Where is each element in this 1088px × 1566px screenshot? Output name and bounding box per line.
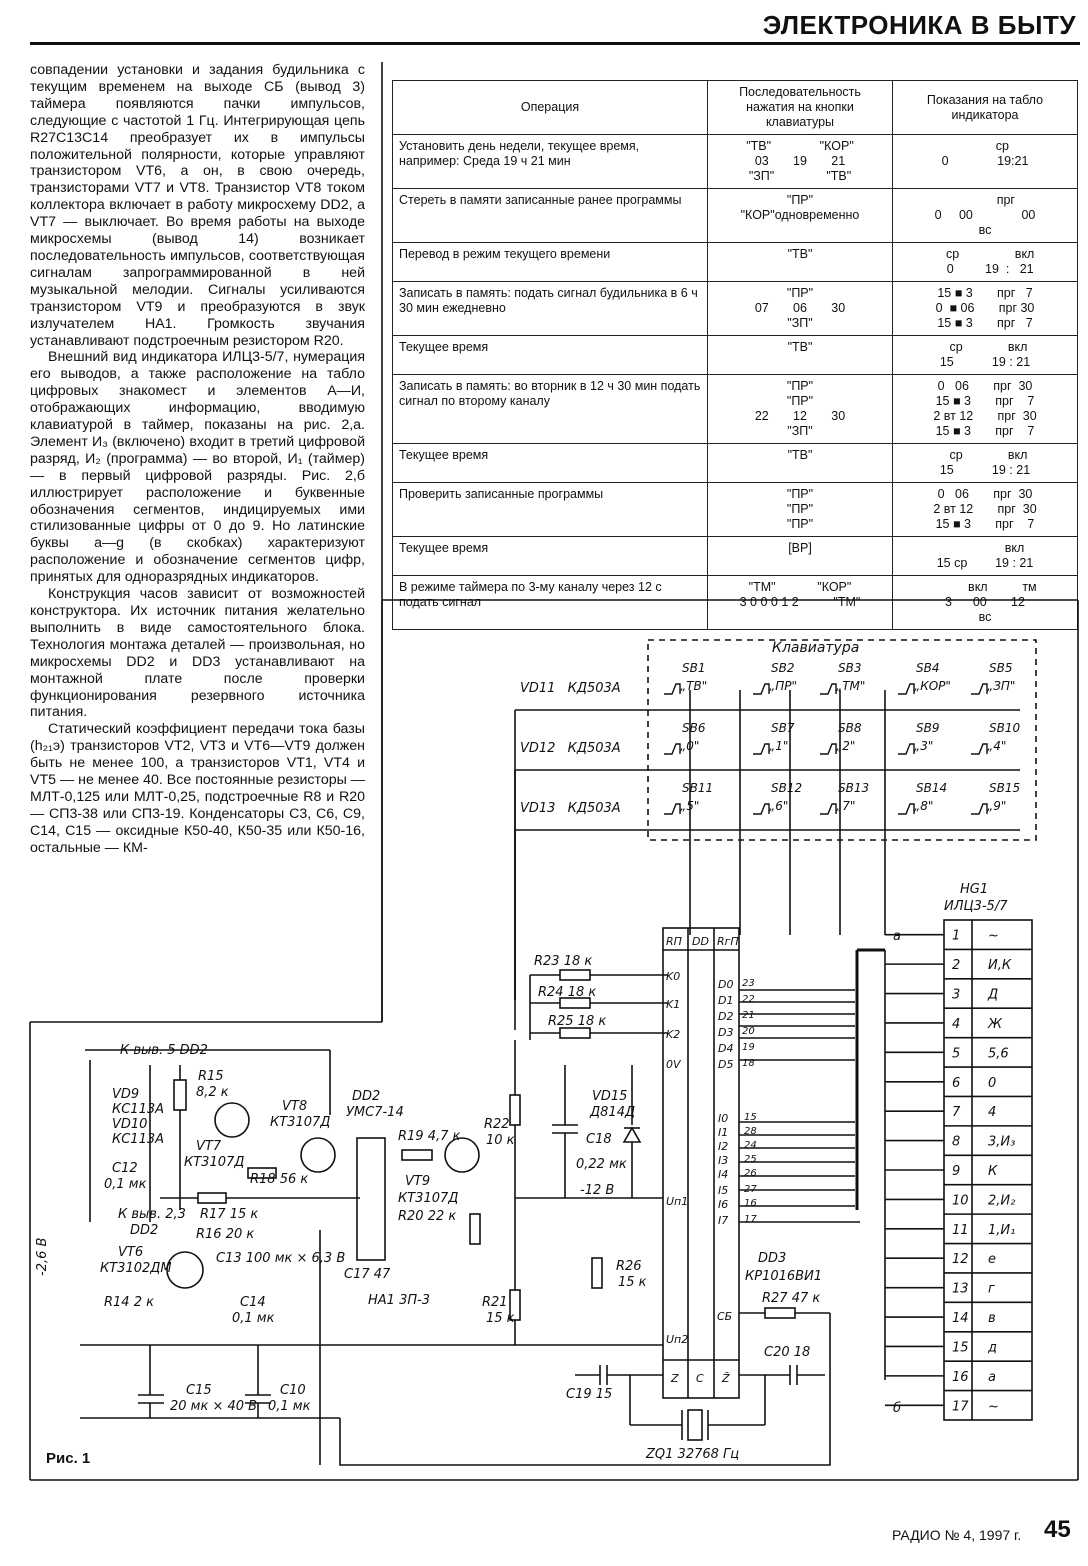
label-vt8-type: КТ3107Д — [270, 1115, 331, 1130]
dd3-rgp: RгП — [717, 935, 739, 948]
hg1-pin-number: 6 — [952, 1075, 961, 1091]
journal-footer: РАДИО № 4, 1997 г. — [892, 1527, 1022, 1543]
key-id: SB9 — [916, 721, 940, 735]
hg1-pin-number: 16 — [952, 1369, 969, 1385]
hg1-pin-segment: Ж — [988, 1016, 1003, 1032]
dd3-i-pin: I0 — [718, 1112, 729, 1125]
key-switch-icon — [898, 744, 914, 754]
label-dd2: DD2 — [352, 1089, 381, 1104]
label-ha1: HA1 3П-3 — [368, 1293, 431, 1308]
dd3-u2: Uп2 — [666, 1333, 689, 1346]
label-r22: R22 — [484, 1117, 510, 1132]
label-c18: C18 — [586, 1132, 612, 1147]
hg1-pin-segment: г — [988, 1281, 995, 1297]
dd3-d-pin: D5 — [718, 1058, 734, 1071]
dd3-i-pin: I5 — [718, 1184, 729, 1197]
cell-operation: Записать в память: во вторник в 12 ч 30 мин подать сигнал по второму каналу — [393, 375, 708, 444]
label-vt6: VT6 — [118, 1245, 144, 1260]
dd3-i-pin: I4 — [718, 1168, 729, 1181]
label-c18-value: 0,22 мк — [576, 1157, 627, 1172]
paragraph: Статический коэффициент передачи тока базы (h₂₁э) транзисторов VT2, VT3 и VT6—VT9 должен быть не менее 100, а транзисторов VT1, VT4 и VT5 — не менее 40. Все постоянные резисторы — МЛТ-0,125 или МЛТ-0,25, подстроечные R8 и R20 — СП3-38 или СП3-19. Конденсаторы С3, С6, С9, С14, С15 — оксидные К50-40, К50-35 или К50-16, остальные — КМ- — [30, 721, 365, 856]
cell-keys: "ПР" 07 06 30 "ЗП" — [708, 282, 893, 336]
hg1-pin-segment: в — [988, 1311, 996, 1327]
dd3-i-num: 27 — [744, 1184, 757, 1195]
label-minus2-6v: -2,6 В — [35, 1237, 50, 1276]
label-c19: C19 15 — [566, 1387, 613, 1402]
hg1-pin-segment: 2,И₂ — [988, 1193, 1016, 1209]
hg1-pin-number: 5 — [952, 1046, 961, 1062]
dd3-d-pin: D1 — [718, 994, 734, 1007]
cell-display: ср вкл 0 19 : 21 — [893, 243, 1078, 282]
label-vt7: VT7 — [196, 1139, 222, 1154]
hg1-pin-segment: а — [988, 1369, 996, 1385]
key-id: SB5 — [989, 661, 1013, 675]
key-switch-icon — [820, 684, 836, 694]
hg1-pin-number: 13 — [952, 1281, 969, 1297]
cell-operation: Проверить записанные программы — [393, 483, 708, 537]
header-keys: Последовательность нажатия на кнопки клавиатуры — [708, 81, 893, 135]
label-vt7-type: КТ3107Д — [184, 1155, 245, 1170]
label-r26-value: 15 к — [618, 1275, 647, 1290]
key-label: „ПР" — [769, 679, 797, 693]
cell-display: ср вкл 15 19 : 21 — [893, 336, 1078, 375]
label-r22-value: 10 к — [486, 1133, 515, 1148]
label-kc113a-1: КС113А — [112, 1102, 165, 1117]
label-r17: R17 15 к — [200, 1207, 259, 1222]
label-dd2-small: DD2 — [130, 1223, 159, 1238]
key-id: SB3 — [838, 661, 862, 675]
arrow-b: б — [893, 1401, 902, 1416]
key-id: SB6 — [682, 721, 706, 735]
label-c14-value: 0,1 мк — [232, 1311, 275, 1326]
key-id: SB7 — [771, 721, 795, 735]
hg1-pin-number: 10 — [952, 1193, 969, 1209]
paragraph: Внешний вид индикатора ИЛЦ3-5/7, нумерация его выводов, а также расположение на табло цифровых знакомест и элементов А—И, отображающих информацию, вводимую клавиатурой в таймер, показаны на рис. 2,а. Элемент И₃ (включено) входит в третий цифровой разряд, И₂ (программа) — во второй, И₁ (таймер) — в первый цифровой разряды. Рис. 2,б иллюстрирует расположение и буквенные обозначения сегментов, индицируемых ими стилизованные цифры от 0 до 9. Но латинские буквы a—g (в скобках) характеризуют расположение и обозначение сегментов цифр, принятых для одноразрядных индикаторов. — [30, 349, 365, 586]
label-vt9-type: КТ3107Д — [398, 1191, 459, 1206]
label-c17: C17 47 — [344, 1267, 391, 1282]
cell-display: вкл тм 3 00 12 вс — [893, 576, 1078, 630]
key-switch-icon — [820, 744, 836, 754]
dd3-d-num: 19 — [742, 1042, 755, 1053]
dd3-i-num: 25 — [744, 1154, 757, 1165]
figure-caption: Рис. 1 — [46, 1450, 91, 1467]
dd3-u1: Uп1 — [666, 1195, 689, 1208]
hg1-pin-segment: е — [988, 1252, 996, 1268]
label-c12: C12 — [112, 1161, 138, 1176]
dd3-d-num: 20 — [742, 1026, 755, 1037]
label-r24: R24 18 к — [538, 985, 597, 1000]
hg1-pin-number: 3 — [952, 987, 961, 1003]
label-c10-value: 0,1 мк — [268, 1399, 311, 1414]
key-label: „7" — [836, 799, 856, 813]
key-switch-icon — [753, 804, 769, 814]
key-id: SB15 — [989, 781, 1021, 795]
hg1-pin-segment: 3,И₃ — [988, 1134, 1016, 1150]
key-id: SB2 — [771, 661, 795, 675]
label-vd15-type: Д814Д — [590, 1105, 636, 1120]
hg1-pin-segment: ~ — [988, 928, 999, 944]
label-r16: R16 20 к — [196, 1227, 255, 1242]
label-vd11: VD11 КД503А — [520, 681, 621, 696]
cell-operation: Перевод в режим текущего времени — [393, 243, 708, 282]
label-k-vyv5: К выв. 5 DD2 — [120, 1043, 208, 1058]
cell-keys: "ТВ" "КОР" 03 19 21 "ЗП" "ТВ" — [708, 135, 893, 189]
key-label: „4" — [987, 739, 1007, 753]
dd3-id: DD3 — [758, 1251, 787, 1266]
hg1-pin-segment: Д — [988, 987, 999, 1003]
label-c10: C10 — [280, 1383, 306, 1398]
label-r23: R23 18 к — [534, 954, 593, 969]
cell-display: 15 ■ 3 прг 7 0 ■ 06 прг 30 15 ■ 3 прг 7 — [893, 282, 1078, 336]
cell-operation: В режиме таймера по 3-му каналу через 12 с подать сигнал — [393, 576, 708, 630]
cell-keys: "ТМ" "КОР" 3 0 0 0 1 2 "ТМ" — [708, 576, 893, 630]
label-r15-value: 8,2 к — [196, 1085, 229, 1100]
key-id: SB1 — [682, 661, 706, 675]
label-c15: C15 — [186, 1383, 212, 1398]
hg1-pin-segment: 0 — [988, 1075, 997, 1091]
key-switch-icon — [971, 744, 987, 754]
section-title: ЭЛЕКТРОНИКА В БЫТУ — [762, 10, 1076, 40]
hg1-pin-segment: 4 — [988, 1105, 997, 1121]
key-label: „1" — [769, 739, 789, 753]
cell-keys: "ПР" "КОР"одновременно — [708, 189, 893, 243]
key-label: „6" — [769, 799, 789, 813]
label-kc113a-2: КС113А — [112, 1132, 165, 1147]
hg1-pin-segment: К — [988, 1164, 998, 1179]
dd3-i-num: 24 — [744, 1140, 757, 1151]
label-zq1: ZQ1 32768 Гц — [646, 1447, 740, 1462]
key-id: SB4 — [916, 661, 940, 675]
dd3-rp: RП — [666, 935, 682, 948]
dd3-d-pin: D0 — [718, 978, 734, 991]
key-switch-icon — [753, 684, 769, 694]
dd3-i-num: 16 — [744, 1198, 757, 1209]
cell-operation: Текущее время — [393, 444, 708, 483]
label-vd9: VD9 — [112, 1087, 140, 1102]
dd3-k-pin: K0 — [666, 970, 681, 983]
key-switch-icon — [753, 744, 769, 754]
hg1-pin-number: 2 — [952, 958, 961, 974]
hg1-pin-number: 7 — [952, 1105, 961, 1121]
key-switch-icon — [898, 684, 914, 694]
key-id: SB8 — [838, 721, 862, 735]
dd3-k-pin: 0V — [666, 1058, 681, 1071]
label-r27: R27 47 к — [762, 1291, 821, 1306]
dd3-cb: СБ — [717, 1310, 733, 1323]
label-r15: R15 — [198, 1069, 224, 1084]
hg1-pin-segment: И,К — [988, 958, 1012, 974]
key-label: „КОР" — [914, 679, 951, 693]
label-r18: R18 56 к — [250, 1172, 309, 1187]
dd3-k-pin: K1 — [666, 998, 681, 1011]
cell-keys: "ТВ" — [708, 243, 893, 282]
key-label: „5" — [680, 799, 700, 813]
label-c14: C14 — [240, 1295, 266, 1310]
dd3-d-num: 21 — [742, 1010, 755, 1021]
key-id: SB14 — [916, 781, 948, 795]
label-vd15: VD15 — [592, 1089, 628, 1104]
cell-display: 0 06 прг 30 2 вт 12 прг 30 15 ■ 3 прг 7 — [893, 483, 1078, 537]
dd3-i-pin: I3 — [718, 1154, 729, 1167]
dd3-d-num: 18 — [742, 1058, 755, 1069]
key-label: „ТВ" — [680, 679, 708, 693]
dd3-d-num: 23 — [742, 978, 755, 989]
cell-display: 0 06 прг 30 15 ■ 3 прг 7 2 вт 12 прг 30 15 ■ 3 прг 7 — [893, 375, 1078, 444]
hg1-pin-segment: 5,6 — [988, 1046, 1009, 1062]
label-dd2-type: УМС7-14 — [346, 1105, 404, 1120]
dd3-i-pin: I6 — [718, 1198, 729, 1211]
cell-display: прг 0 00 00 вс — [893, 189, 1078, 243]
paragraph: совпадении установки и задания будильника с текущим временем на выходе СБ (вывод 3) таймера появляются пачки импульсов, следующие с частотой 1 Гц. Интегрирующая цепь R27C13C14 преобразует их в импульсы положительной полярности, которые управляют транзистором VT6, а он, в свою очередь, транзисторами VT7 и VT8. Транзистор VT8 током коллектора включает в работу микросхему DD2, а VT7 — выключает. Во время работы на выходе микросхемы (вывод 14) возникает последовательность импульсов, соответствующая сигналам запрограммированной в ней музыкальной мелодии. Сигналы усиливаются транзистором VT9 и преобразуются в звук излучателем НА1. Громкость звучания устанавливают подстроечным резистором R20. — [30, 62, 365, 349]
dd3-i-num: 26 — [744, 1168, 757, 1179]
dd3-z: Z — [671, 1372, 679, 1385]
hg1-pin-number: 15 — [952, 1340, 969, 1356]
dd3-d-pin: D2 — [718, 1010, 734, 1023]
cell-display: вкл 15 ср 19 : 21 — [893, 537, 1078, 576]
label-vt8: VT8 — [282, 1099, 308, 1114]
dd3-i-num: 15 — [744, 1112, 757, 1123]
cell-display: ср вкл 15 19 : 21 — [893, 444, 1078, 483]
dd3-dd: DD — [692, 935, 709, 948]
hg1-id: HG1 — [960, 882, 989, 897]
key-switch-icon — [664, 684, 680, 694]
label-c20: C20 18 — [764, 1345, 811, 1360]
header-display: Показания на табло индикатора — [893, 81, 1078, 135]
hg1-pin-segment: д — [988, 1340, 997, 1356]
dd3-d-pin: D4 — [718, 1042, 734, 1055]
key-id: SB10 — [989, 721, 1021, 735]
label-vd13: VD13 КД503А — [520, 801, 621, 816]
label-vd10: VD10 — [112, 1117, 148, 1132]
key-label: „ЗП" — [987, 679, 1016, 693]
label-r21: R21 — [482, 1295, 508, 1310]
label-c15-value: 20 мк × 40 В — [170, 1399, 258, 1414]
label-vt9: VT9 — [405, 1174, 431, 1189]
key-id: SB11 — [682, 781, 714, 795]
label-vd12: VD12 КД503А — [520, 741, 621, 756]
dd3-i-pin: I2 — [718, 1140, 729, 1153]
label-k-vyv2: К выв. 2,3 — [118, 1207, 186, 1222]
key-label: „0" — [680, 739, 700, 753]
key-switch-icon — [664, 804, 680, 814]
cell-keys: "ПР" "ПР" "ПР" — [708, 483, 893, 537]
dd3-k-pin: K2 — [666, 1028, 681, 1041]
cell-keys: "ПР" "ПР" 22 12 30 "ЗП" — [708, 375, 893, 444]
label-c13: C13 100 мк × 6,3 В — [216, 1251, 346, 1266]
hg1-pin-number: 11 — [952, 1222, 969, 1238]
cell-operation: Текущее время — [393, 537, 708, 576]
hg1-pin-segment: ~ — [988, 1399, 999, 1415]
cell-keys: "ТВ" — [708, 444, 893, 483]
key-label: „ТМ" — [836, 679, 866, 693]
cell-operation: Стереть в памяти записанные ранее программы — [393, 189, 708, 243]
dd3-type: КР1016ВИ1 — [745, 1269, 823, 1284]
hg1-pin-number: 4 — [952, 1016, 961, 1032]
cell-operation: Текущее время — [393, 336, 708, 375]
key-label: „3" — [914, 739, 934, 753]
hg1-pin-number: 12 — [952, 1252, 969, 1268]
hg1-pin-number: 14 — [952, 1311, 969, 1327]
cell-operation: Записать в память: подать сигнал будильника в 6 ч 30 мин ежедневно — [393, 282, 708, 336]
cell-display: ср 0 19:21 — [893, 135, 1078, 189]
paragraph: Конструкция часов зависит от возможностей конструктора. Их источник питания желательно выполнить в виде самостоятельного блока. Технология монтажа деталей — произвольная, но микросхемы DD2 и DD3 устанавливают на монтажной плате после проверки функционирования резервного источника питания. — [30, 586, 365, 721]
key-switch-icon — [820, 804, 836, 814]
hg1-pin-number: 8 — [952, 1134, 961, 1150]
key-label: „9" — [987, 799, 1007, 813]
dd3-i-num: 17 — [744, 1214, 757, 1225]
hg1-pin-number: 1 — [952, 928, 961, 944]
cell-operation: Установить день недели, текущее время, например: Среда 19 ч 21 мин — [393, 135, 708, 189]
cell-keys: "ТВ" — [708, 336, 893, 375]
hg1-pin-segment: 1,И₁ — [988, 1222, 1016, 1238]
label-r21-value: 15 к — [486, 1311, 515, 1326]
header-operation: Операция — [393, 81, 708, 135]
dd3-i-pin: I1 — [718, 1126, 729, 1139]
label-r14: R14 2 к — [104, 1295, 154, 1310]
label-r20: R20 22 к — [398, 1209, 457, 1224]
hg1-type: ИЛЦ3-5/7 — [944, 899, 1008, 914]
label-c12-value: 0,1 мк — [104, 1177, 147, 1192]
label-r25: R25 18 к — [548, 1014, 607, 1029]
label-r19: R19 4,7 к — [398, 1129, 461, 1144]
page-number: 45 — [1044, 1516, 1071, 1543]
dd3-i-pin: I7 — [718, 1214, 729, 1227]
key-switch-icon — [971, 684, 987, 694]
hg1-pin-number: 9 — [952, 1164, 961, 1179]
keyboard-title: Клавиатура — [772, 640, 860, 656]
arrow-a: а — [893, 929, 901, 944]
label-r26: R26 — [616, 1259, 642, 1274]
label-minus12v: -12 В — [580, 1183, 615, 1198]
dd3-zbar: Z̄ — [722, 1372, 730, 1385]
key-label: „2" — [836, 739, 856, 753]
key-switch-icon — [971, 804, 987, 814]
key-id: SB13 — [838, 781, 870, 795]
key-switch-icon — [898, 804, 914, 814]
dd3-c: C — [696, 1372, 704, 1385]
dd3-d-num: 22 — [742, 994, 755, 1005]
hg1-pin-number: 17 — [952, 1399, 969, 1415]
key-id: SB12 — [771, 781, 803, 795]
dd3-d-pin: D3 — [718, 1026, 734, 1039]
key-label: „8" — [914, 799, 934, 813]
key-switch-icon — [664, 744, 680, 754]
cell-keys: [ВР] — [708, 537, 893, 576]
dd3-i-num: 28 — [744, 1126, 757, 1137]
label-vt6-type: КТ3102ДМ — [100, 1261, 172, 1276]
